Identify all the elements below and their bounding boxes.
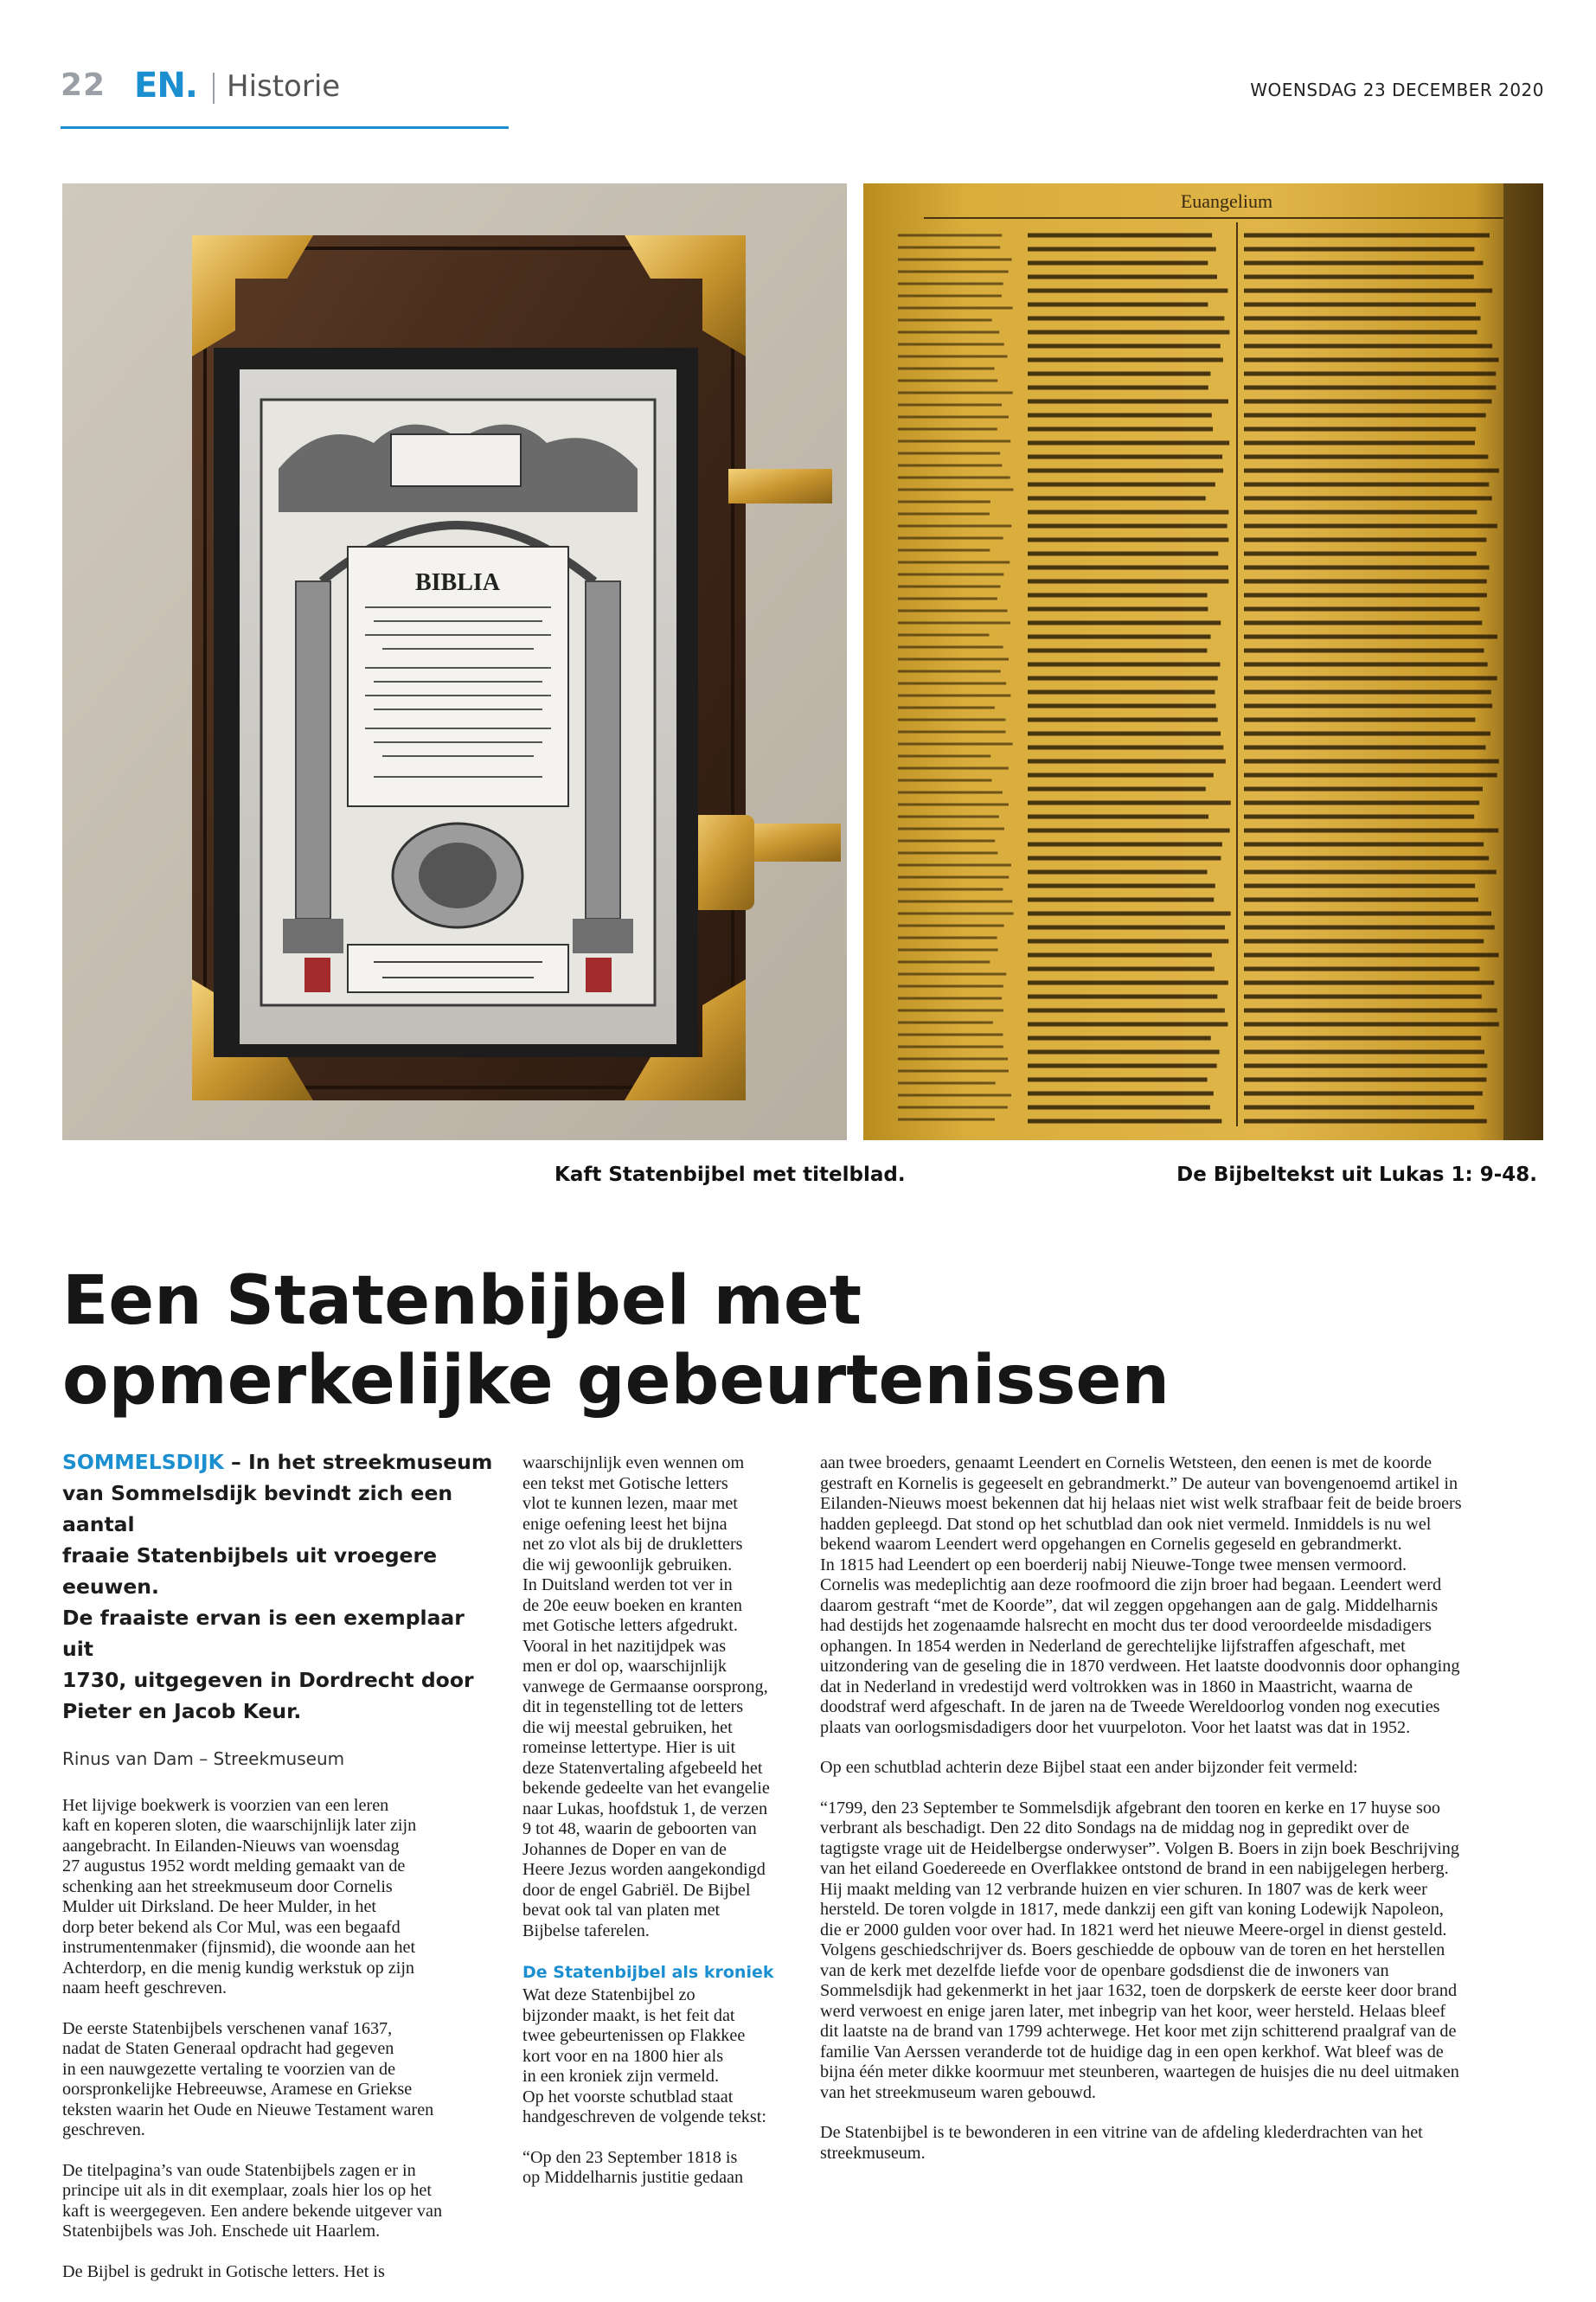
body-paragraph: “Op den 23 September 1818 is op Middelharnis justitie gedaan (522, 2147, 744, 2187)
article-title-line-1: Een Statenbijbel met (62, 1262, 862, 1340)
right-photo-caption: De Bijbeltekst uit Lukas 1: 9-48. (1176, 1164, 1537, 1186)
header-rule (61, 126, 509, 129)
article-column-2 (522, 1453, 798, 2209)
dateline: SOMMELSDIJK (62, 1450, 224, 1474)
body-paragraph: De Bijbel is gedrukt in Gotische letters. Het is (62, 2261, 385, 2281)
issue-date: WOENSDAG 23 DECEMBER 2020 (1250, 80, 1544, 100)
body-paragraph: “1799, den 23 September te Sommelsdijk afgebrant den tooren en kerke en 17 huyse soo verbrant als beschadigt. Den 22 dito Sondags na de middag nog in gepredikt over de tagtigste vrage uit de Heidelbergse onderwyser”. Volgen B. Boers in zijn boek Beschrijving van het eiland Goedereede en Overflakkee ontstond de brand in een nabijgelegen herberg. Hij maakt melding van 12 verbrande huizen en vier schuren. In 1807 was de kerk weer hersteld. De toren volgde in 1817, mede dankzij een gift van koning Lodewijk Napoleon, die er 2000 gulden voor over had. In 1821 werd het nieuwe Meere-orgel in dienst gesteld. Volgens geschiedschrijver ds. Boers geschiedde de opbouw van de toren en het herstellen van de kerk met dezelfde liefde voor de openbare godsdienst die de inwoners van Sommelsdijk had gekenmerkt in het jaar 1632, toen de dorpskerk de eerste keer door brand werd verwoest en enige jaren later, met inbegrip van het koor, weer hersteld. Helaas bleef dit laatste na de brand van 1799 achterwege. Het koor met zijn schitterend praalgraf van de familie Van Aerssen veranderde tot de huidige dag in een open kerkhof. Wat bleef was de bijna één meter dikke koormuur met steunberen, waartegen de huisjes die nu deel uitmaken van het streekmuseum waren gebouwd. (820, 1798, 1459, 2102)
newspaper-logo: EN. (134, 66, 197, 106)
article-column-1 (62, 1446, 495, 2302)
body-paragraph: De eerste Statenbijbels verschenen vanaf 1637, nadat de Staten Generaal opdracht had gegeven in een nauwgezette vertaling te voorzien van de oorspronkelijke Hebreeuwse, Aramese en Griekse teksten waarin het Oude en Nieuwe Testament waren geschreven. (62, 2018, 434, 2139)
header-divider (213, 73, 215, 104)
body-paragraph: De titelpagina’s van oude Statenbijbels zagen er in principe uit als in dit exemplaar, zoals hier los op het kaft is weergegeven. Een andere bekende uitgever van Statenbijbels was Joh. Enschede uit Haarlem. (62, 2160, 443, 2241)
article-title-line-2: opmerkelijke gebeurtenissen (62, 1342, 1170, 1420)
subheading: De Statenbijbel als kroniek (522, 1963, 774, 1982)
bible-cover-illustration (62, 183, 847, 1140)
bible-text-photo (863, 183, 1543, 1140)
body-paragraph: Het lijvige boekwerk is voorzien van een leren kaft en koperen sloten, die waarschijnlijk later zijn aangebracht. In Eilanden-Nieuws van woensdag 27 augustus 1952 wordt melding gemaakt van de schenking aan het streekmuseum door Cornelis Mulder uit Dirksland. De heer Mulder, in het dorp beter bekend als Cor Mul, was een begaafd instrumentenmaker (fijnsmid), die woonde aan het Achterdorp, en die menig kundig werkstuk op zijn naam heeft geschreven. (62, 1795, 417, 1997)
article-title (62, 1261, 1533, 1420)
byline: Rinus van Dam – Streekmuseum (62, 1748, 345, 1769)
gothic-page-illustration (863, 183, 1543, 1140)
page-number: 22 (61, 67, 106, 103)
bible-cover-photo (62, 183, 847, 1140)
body-paragraph: Op een schutblad achterin deze Bijbel staat een ander bijzonder feit vermeld: (820, 1758, 1358, 1777)
section-label: Historie (227, 69, 341, 104)
body-paragraph: waarschijnlijk even wennen om een tekst met Gotische letters vlot te kunnen lezen, maar met enige oefening leest het bijna net zo vlot als bij de drukletters die wij gewoonlijk gebruiken. In Duitsland werden tot ver in de 20e eeuw boeken en kranten met Gotische letters afgedrukt. Vooral in het nazitijdpek was men er dol op, waarschijnlijk vanwege de Germaanse oorsprong, dit in tegenstelling tot de letters die wij meestal gebruiken, het romeinse lettertype. Hier is uit deze Statenvertaling afgebeeld het bekende gedeelte van het evangelie naar Lukas, hoofdstuk 1, de verzen 9 tot 48, waarin de geboorten van Johannes de Doper en van de Heere Jezus worden aangekondigd door de engel Gabriël. De Bijbel bevat ook tal van platen met Bijbelse taferelen. (522, 1453, 770, 1940)
lead-text: – In het streekmuseum van Sommelsdijk bevindt zich een aantal fraaie Statenbijbels uit vroegere eeuwen. De fraaiste ervan is een exemplaar uit 1730, uitgegeven in Dordrecht door Pieter en Jacob Keur. (62, 1450, 493, 1723)
bible-title-text: BIBLIA (414, 569, 501, 596)
article-lead (62, 1446, 495, 1727)
page-header-text: Euangelium (1180, 190, 1273, 212)
article-column-3 (820, 1453, 1499, 2183)
body-paragraph: Wat deze Statenbijbel zo bijzonder maakt, is het feit dat twee gebeurtenissen op Flakkee kort voor en na 1800 hier als in een kroniek zijn vermeld. Op het voorste schutblad staat handgeschreven de volgende tekst: (522, 1985, 766, 2126)
body-paragraph: De Statenbijbel is te bewonderen in een vitrine van de afdeling klederdrachten van het streekmuseum. (820, 2123, 1423, 2163)
body-paragraph: aan twee broeders, genaamt Leendert en Cornelis Wetsteen, den eenen is met de koorde gestraft en Kornelis is gegeeselt en gebrandmerkt.” De auteur van bovengenoemd artikel in Eilanden-Nieuws moest bekennen dat hij helaas niet wist welk strafbaar feit de beide broers hadden gepleegd. Dat stond op het schutblad dan ook niet vermeld. Inmiddels is nu wel bekend waarom Leendert werd opgehangen en Cornelis gegeseld en gebrandmerkt. In 1815 had Leendert op een boerderij nabij Nieuwe-Tonge twee mensen vermoord. Cornelis was medeplichtig aan deze roofmoord die zijn broer had begaan. Leendert werd daarom gestraft “met de Koorde”, dat wil zeggen opgehangen aan de galg. Middelharnis had destijds het zogenaamde halsrecht en mocht dus ter dood veroordeelde misdadigers ophangen. In 1854 werden in Nederland de gerechtelijke lijfstraffen afgeschaft, met uitzondering van de geseling die in 1870 verdween. Het laatste doodvonnis door ophanging dat in Nederland in vredestijd werd voltrokken was in 1860 in Maastricht, waarna de doodstraf werd afgeschaft. In de jaren na de Tweede Wereldoorlog vonden nog executies plaats van oorlogsmisdadigers door het vuurpeloton. Voor het laatst was dat in 1952. (820, 1453, 1462, 1737)
left-photo-caption: Kaft Statenbijbel met titelblad. (554, 1164, 906, 1186)
